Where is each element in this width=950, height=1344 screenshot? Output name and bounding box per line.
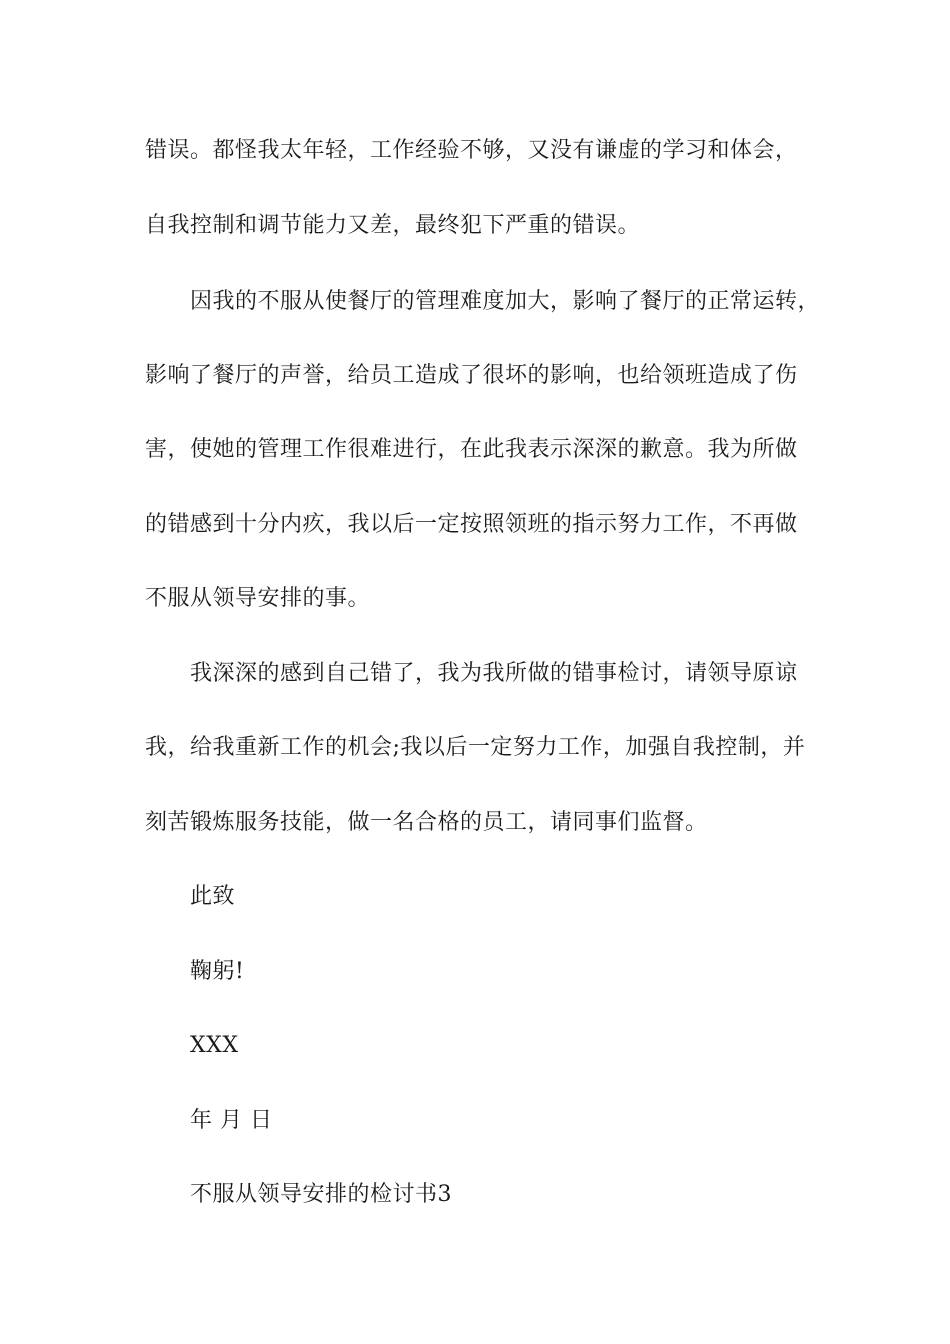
body-line: 刻苦锻炼服务技能，做一名合格的员工，请同事们监督。 — [145, 810, 708, 835]
body-line: 的错感到十分内疚，我以后一定按照领班的指示努力工作，不再做 — [145, 512, 798, 537]
paragraph-start-line: 因我的不服从使餐厅的管理难度加大，影响了餐厅的正常运转， — [190, 289, 821, 314]
body-line: 不服从领导安排的事。 — [145, 586, 371, 611]
body-line: 我，给我重新工作的机会;我以后一定努力工作，加强自我控制，并 — [145, 735, 806, 760]
paragraph-start-line: 我深深的感到自己错了，我为我所做的错事检讨，请领导原谅 — [190, 661, 798, 686]
signature-name: XXX — [190, 1033, 239, 1058]
body-line: 害，使她的管理工作很难进行，在此我表示深深的歉意。我为所做 — [145, 437, 798, 462]
body-line: 自我控制和调节能力又差，最终犯下严重的错误。 — [145, 213, 641, 238]
closing-salutation: 此致 — [190, 884, 236, 909]
body-line: 错误。都怪我太年轻，工作经验不够，又没有谦虚的学习和体会， — [145, 138, 798, 163]
body-line: 影响了餐厅的声誉，给员工造成了很坏的影响，也给领班造成了伤 — [145, 363, 798, 388]
signature-date: 年 月 日 — [190, 1108, 273, 1133]
section-heading: 不服从领导安排的检讨书3 — [190, 1182, 452, 1207]
closing-bow: 鞠躬! — [190, 959, 245, 984]
